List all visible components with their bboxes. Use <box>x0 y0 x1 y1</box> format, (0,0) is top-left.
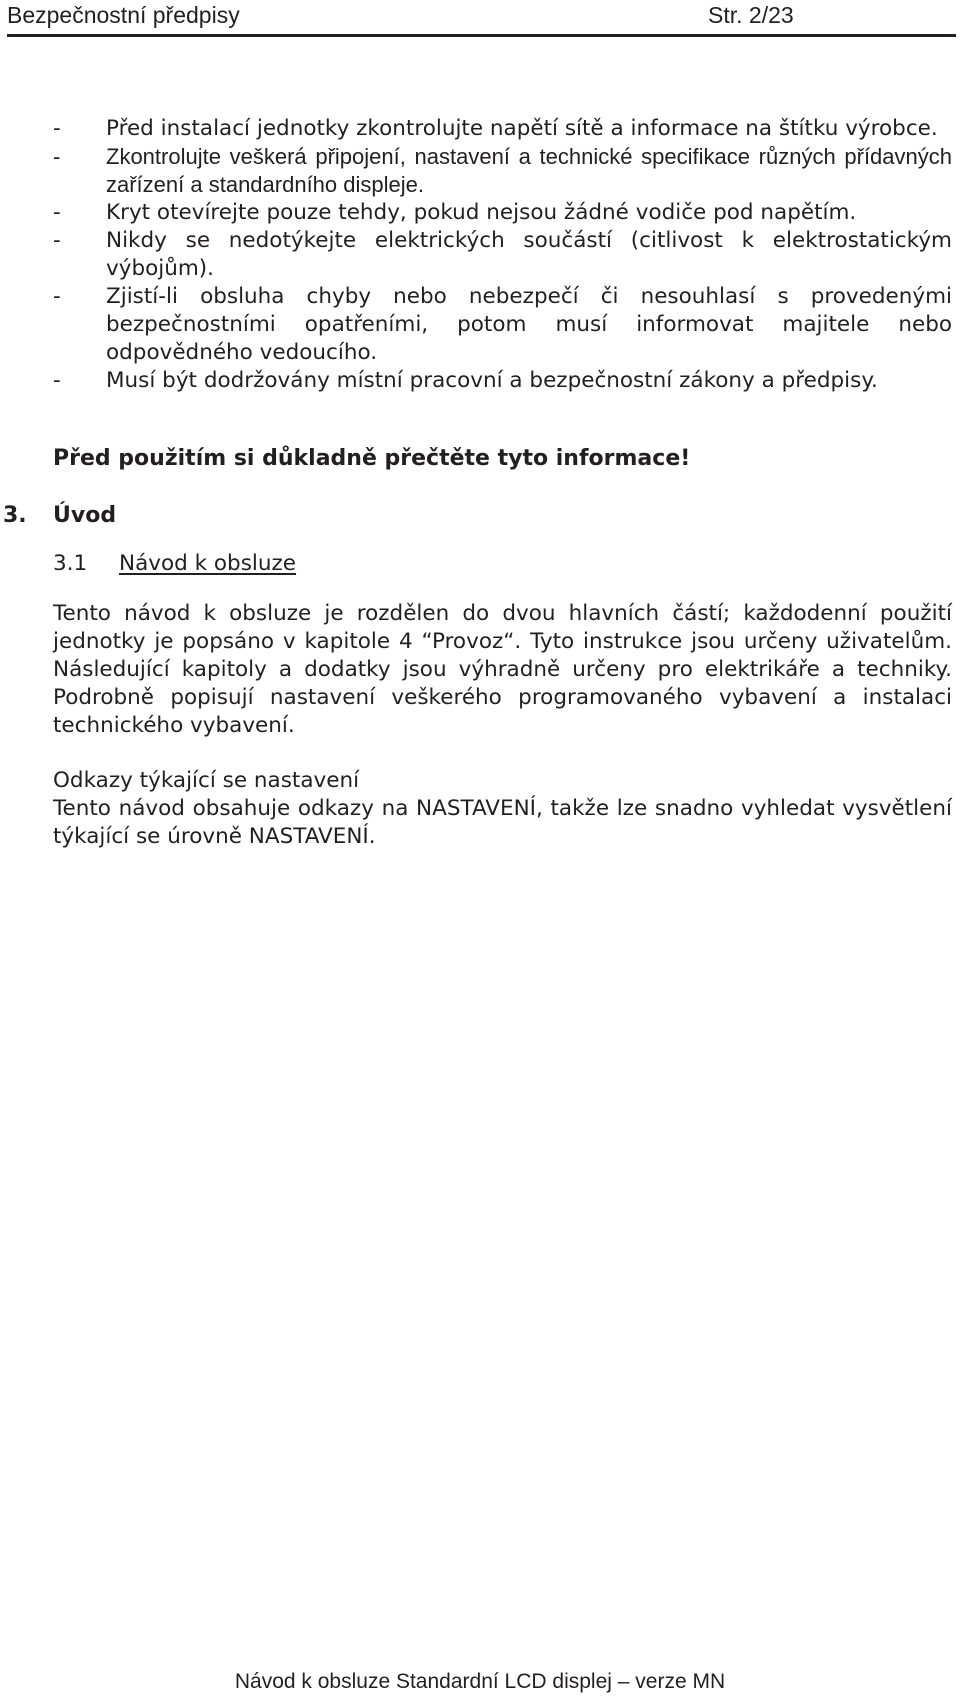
list-item: - Zkontrolujte veškerá připojení, nastavení a technické specifikace různých přídavných zařízení a standardního displeje. <box>53 143 952 199</box>
list-item: - Nikdy se nedotýkejte elektrických součástí (citlivost k elektrostatickým výbojům). <box>53 227 952 283</box>
intro-paragraph: Tento návod k obsluze je rozdělen do dvou hlavních částí; každodenní použití jednotky je popsáno v kapitole 4 “Provoz“. Tyto instrukce jsou určeny uživatelům. Následující kapitoly a dodatky jsou výhradně určeny pro elektrikáře a techniky. Podrobně popisují nastavení veškerého programovaného vybavení a instalaci technického vybavení. <box>53 601 952 738</box>
header-title: Bezpečnostní předpisy <box>7 2 240 28</box>
section-title: Úvod <box>53 503 117 528</box>
subsection-number: 3.1 <box>53 551 88 576</box>
section-number: 3. <box>3 503 27 528</box>
list-item: - Kryt otevírejte pouze tehdy, pokud nejsou žádné vodiče pod napětím. <box>53 199 952 227</box>
list-item: - Před instalací jednotky zkontrolujte napětí sítě a informace na štítku výrobce. <box>53 115 952 143</box>
page-header <box>7 0 956 37</box>
safety-list <box>53 115 952 395</box>
list-item: - Zjistí-li obsluha chyby nebo nebezpečí či nesouhlasí s provedenými bezpečnostními opatřeními, potom musí informovat majitele nebo odpovědného vedoucího. <box>53 283 952 367</box>
subsection-title: Návod k obsluze <box>119 551 297 576</box>
reference-paragraph: Tento návod obsahuje odkazy na NASTAVENÍ, takže lze snadno vyhledat vysvětlení týkající se úrovně NASTAVENÍ. <box>53 796 952 849</box>
reference-heading: Odkazy týkající se nastavení <box>53 768 360 793</box>
page-number: Str. 2/23 <box>708 2 794 28</box>
warning-notice: Před použitím si důkladně přečtěte tyto informace! <box>53 446 691 471</box>
list-item: - Musí být dodržovány místní pracovní a bezpečnostní zákony a předpisy. <box>53 367 952 395</box>
subsection-heading <box>53 551 296 576</box>
page-footer: Návod k obsluze Standardní LCD displej – verze MN <box>234 1670 726 1693</box>
